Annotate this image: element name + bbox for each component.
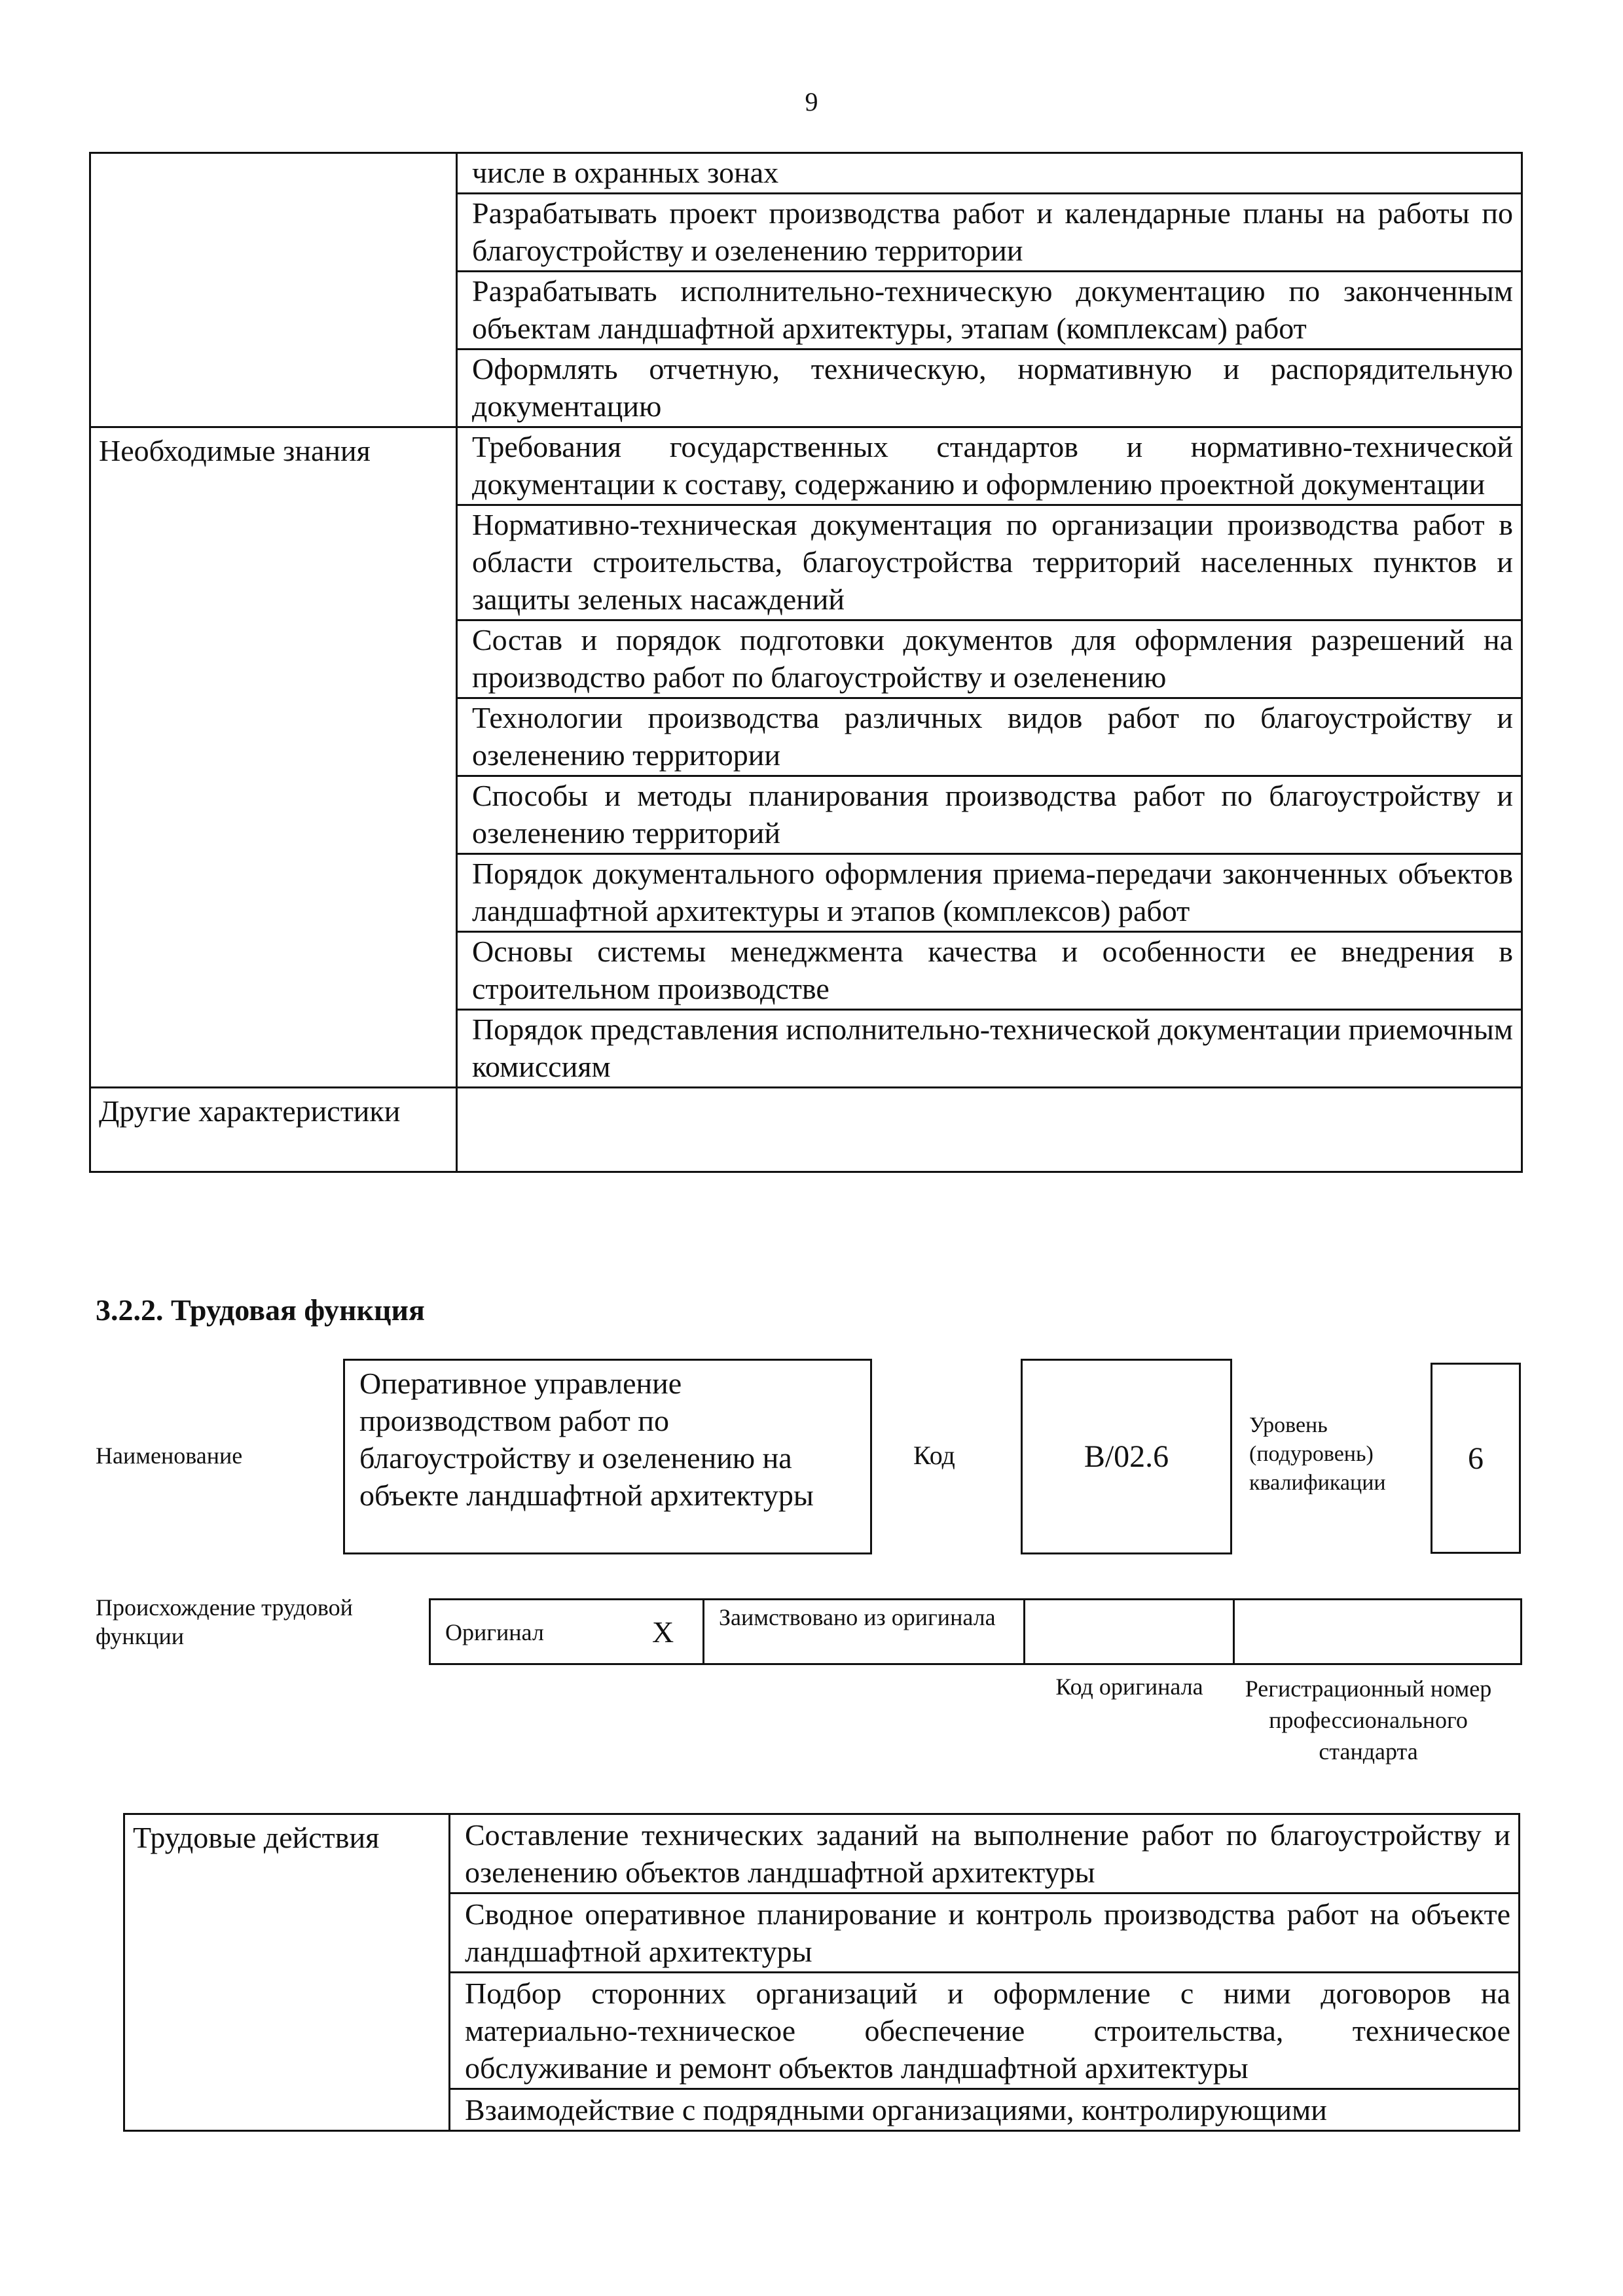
function-name-box: Оперативное управление производством работ по благоустройству и озеленению на объекте ландшафтной архитектуры: [343, 1359, 872, 1554]
page-number: 9: [805, 87, 818, 117]
origin-box: [429, 1598, 1522, 1665]
table-row: Порядок представления исполнительно-технической документации приемочным комиссиям: [457, 1010, 1522, 1088]
function-code-box: B/02.6: [1021, 1359, 1232, 1554]
table-row: Составление технических заданий на выполнение работ по благоустройству и озеленению объектов ландшафтной архитектуры: [450, 1814, 1520, 1893]
reg-number-cell: [1235, 1600, 1520, 1663]
table-row: Состав и порядок подготовки документов для оформления разрешений на производство работ по благоустройству и озеленению: [457, 620, 1522, 698]
table-row: Нормативно-техническая документация по организации производства работ в области строительства, благоустройства территорий населенных пунктов и защиты зеленых насаждений: [457, 505, 1522, 620]
origin-label: Происхождение трудовой функции: [96, 1594, 353, 1649]
code-label: Код: [913, 1441, 955, 1470]
table-row: Требования государственных стандартов и нормативно-технической документации к составу, содержанию и оформлению проектной документации: [457, 427, 1522, 505]
labor-actions-label: Трудовые действия: [124, 1814, 450, 2131]
skills-knowledge-table: [89, 152, 1523, 1173]
level-label: Уровень (подуровень) квалификации: [1249, 1413, 1386, 1495]
knowledge-label: Необходимые знания: [90, 427, 457, 1088]
other-characteristics-label: Другие характеристики: [90, 1088, 457, 1172]
labor-actions-table: [123, 1813, 1520, 2132]
level-box: 6: [1431, 1363, 1521, 1554]
section-title: 3.2.2. Трудовая функция: [96, 1293, 425, 1327]
original-mark: X: [652, 1615, 674, 1649]
original-label: Оригинал: [445, 1619, 544, 1645]
origin-original-cell: [431, 1600, 704, 1663]
table-row: Основы системы менеджмента качества и особенности ее внедрения в строительном производстве: [457, 932, 1522, 1010]
table-row: Порядок документального оформления приема-передачи законченных объектов ландшафтной архитектуры и этапов (комплексов) работ: [457, 854, 1522, 932]
table-row: Оформлять отчетную, техническую, нормативную и распорядительную документацию: [457, 350, 1522, 427]
table-row: Способы и методы планирования производства работ по благоустройству и озеленению территорий: [457, 776, 1522, 854]
code-original-cell: [1025, 1600, 1235, 1663]
table-row: Сводное оперативное планирование и контроль производства работ на объекте ландшафтной архитектуры: [450, 1893, 1520, 1973]
table-row: Взаимодействие с подрядными организациями, контролирующими: [450, 2089, 1520, 2131]
table-row: числе в охранных зонах: [457, 153, 1522, 194]
other-characteristics-value: [457, 1088, 1522, 1172]
reg-number-caption: Регистрационный номер профессионального стандарта: [1245, 1676, 1492, 1765]
table-row: Разрабатывать проект производства работ и календарные планы на работы по благоустройству и озеленению территории: [457, 194, 1522, 272]
table-row: Разрабатывать исполнительно-техническую документацию по законченным объектам ландшафтной архитектуры, этапам (комплексам) работ: [457, 272, 1522, 350]
name-label: Наименование: [96, 1443, 243, 1469]
skills-label-cell: [90, 153, 457, 427]
borrowed-label: Заимствовано из оригинала: [704, 1600, 1025, 1663]
code-original-caption: Код оригинала: [1055, 1674, 1203, 1700]
table-row: Технологии производства различных видов работ по благоустройству и озеленению территории: [457, 698, 1522, 776]
table-row: Подбор сторонних организаций и оформление с ними договоров на материально-техническое обеспечение строительства, техническое обслуживание и ремонт объектов ландшафтной архитектуры: [450, 1973, 1520, 2089]
